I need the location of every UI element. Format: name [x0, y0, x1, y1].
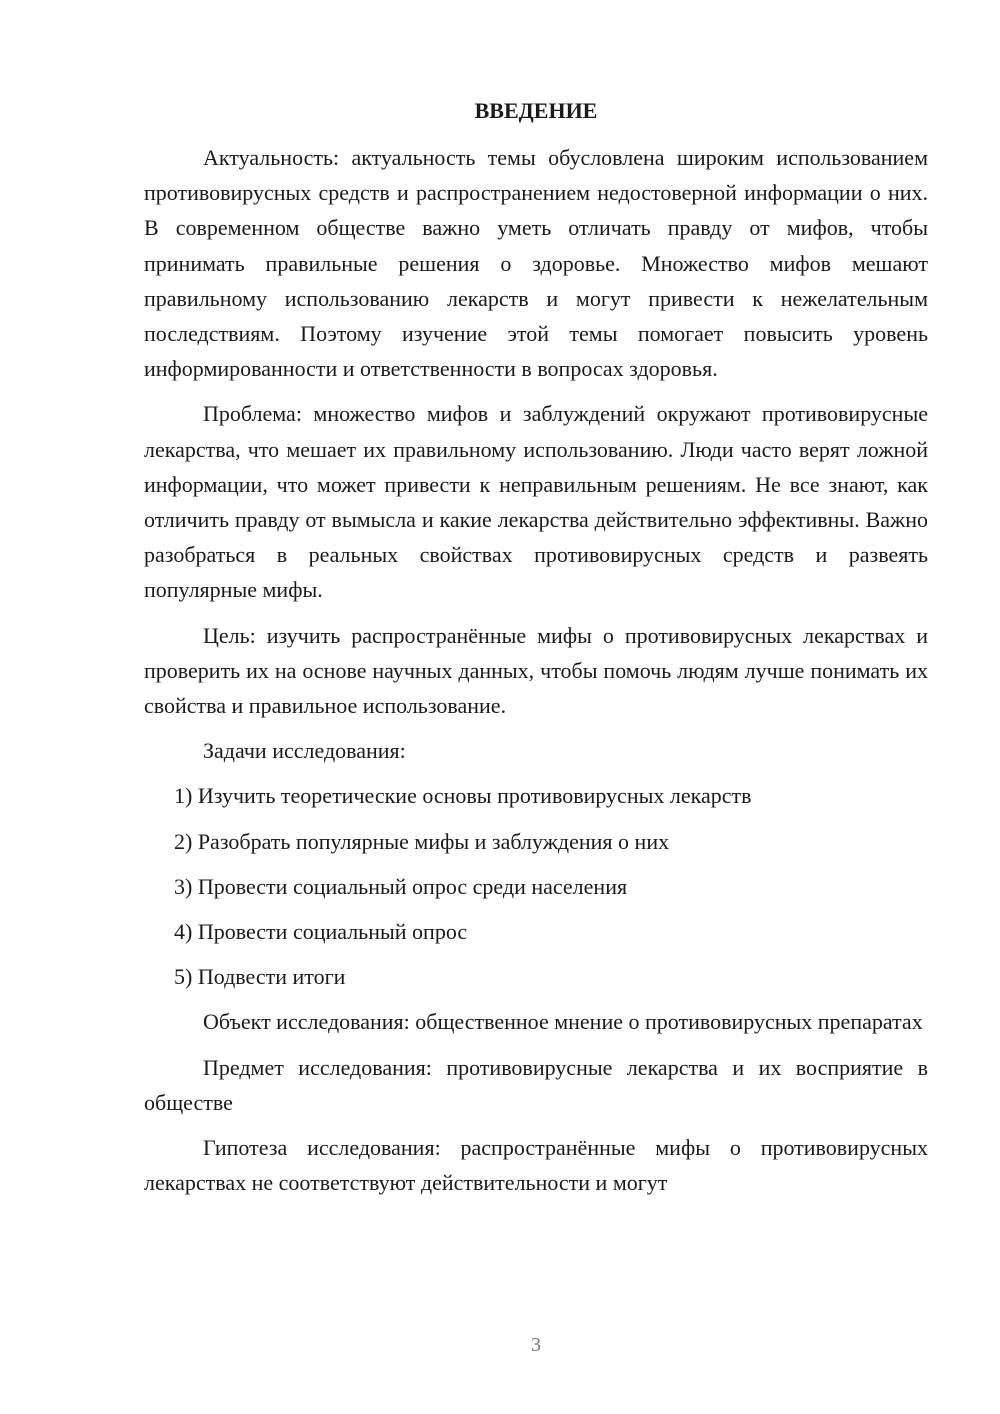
paragraph-goal: Цель: изучить распространённые мифы о противовирусных лекарствах и проверить их на основе научных данных, чтобы помочь людям лучше понимать их свойства и правильное использование.: [144, 622, 928, 719]
page-number-container: [0, 1334, 1000, 1357]
document-page: [144, 96, 928, 1210]
page-number: 3: [531, 1334, 541, 1356]
list-item: 5) Подвести итоги: [174, 964, 346, 990]
tasks-list: [144, 778, 928, 994]
list-item: 1) Изучить теоретические основы противовирусных лекарств: [174, 783, 752, 809]
paragraph-subject: Предмет исследования: противовирусные лекарства и их восприятие в обществе: [144, 1054, 928, 1115]
list-item: 4) Провести социальный опрос: [174, 919, 468, 945]
list-item: 3) Провести социальный опрос среди населения: [174, 873, 628, 899]
tasks-heading: Задачи исследования:: [203, 738, 406, 764]
paragraph-problem: Проблема: множество мифов и заблуждений окружают противовирусные лекарства, что мешает их правильному использованию. Люди часто верят ложной информации, что может привести к неправильным решениям. Не все знают, как отличить правду от вымысла и какие лекарства действительно эффективны. Важно разобраться в реальных свойствах противовирусных средств и развеять популярные мифы.: [144, 401, 928, 603]
paragraph-object: Объект исследования: общественное мнение о противовирусных препаратах: [203, 1009, 923, 1035]
paragraph-hypothesis: Гипотеза исследования: распространённые мифы о противовирусных лекарствах не соответствуют действительности и могут: [144, 1135, 928, 1196]
paragraph-relevance: Актуальность: актуальность темы обусловлена широким использованием противовирусных средств и распространением недостоверной информации о них. В современном обществе важно уметь отличать правду от мифов, чтобы принимать правильные решения о здоровье. Множество мифов мешают правильному использованию лекарств и могут привести к нежелательным последствиям. Поэтому изучение этой темы помогает повысить уровень информированности и ответственности в вопросах здоровья.: [144, 145, 928, 382]
section-heading: ВВЕДЕНИЕ: [474, 98, 598, 123]
list-item: 2) Разобрать популярные мифы и заблуждения о них: [174, 828, 670, 854]
